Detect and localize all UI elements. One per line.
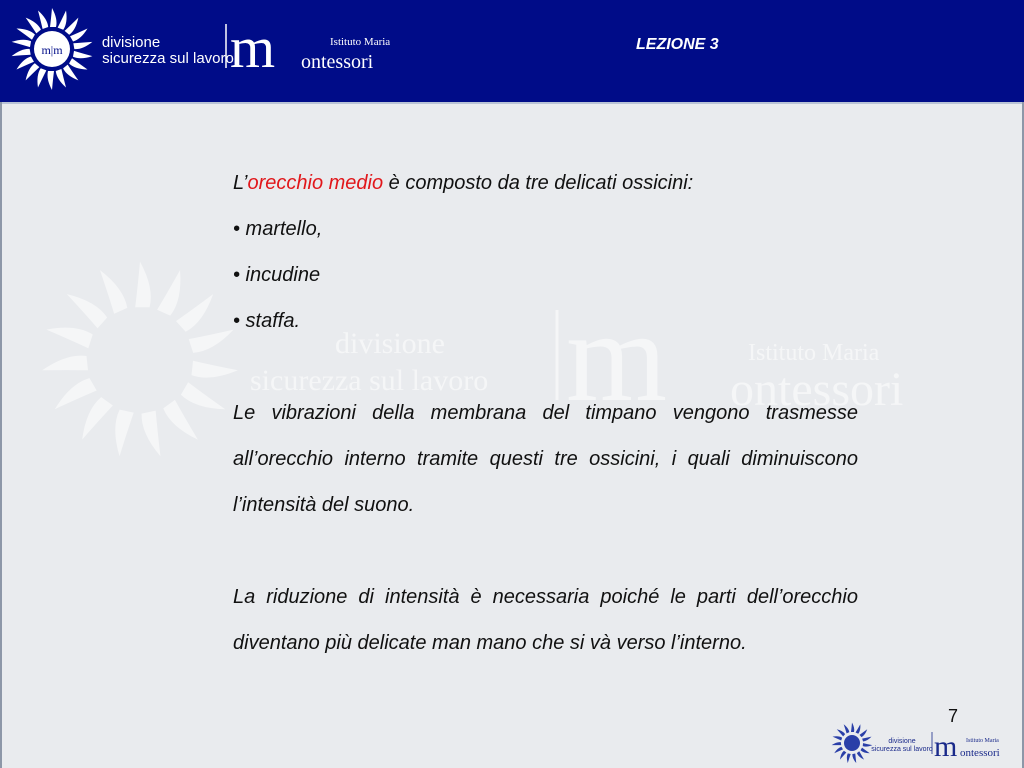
header-divider <box>0 102 1024 104</box>
logo-big-m: m <box>230 15 276 80</box>
footer-logo <box>830 720 1020 766</box>
watermark-big-m: m <box>566 285 668 429</box>
bullet-staffa: • staffa. <box>233 310 301 332</box>
logo-division-line1: divisione <box>101 34 161 51</box>
watermark-institute-small: Istituto Maria <box>748 340 880 366</box>
logo-division-line2: sicurezza sul lavoro <box>102 50 234 67</box>
footer-big-m: m <box>934 730 958 763</box>
spacer <box>233 528 858 574</box>
intro-prefix: L’ <box>233 172 248 194</box>
watermark-division-line2: sicurezza sul lavoro <box>250 364 489 397</box>
footer-institute-rest: ontessori <box>960 747 1000 759</box>
watermark-institute-rest: ontessori <box>730 363 904 416</box>
footer-division-line1: divisione <box>888 738 916 745</box>
slide-content <box>233 160 858 666</box>
sunburst-icon <box>11 8 93 90</box>
left-frame <box>0 102 2 768</box>
logo-institute-small: Istituto Maria <box>330 36 391 48</box>
logo-mark: m|m <box>41 43 63 57</box>
footer-institute-small: Istituto Maria <box>966 738 999 744</box>
bullet-martello: • martello, <box>233 218 323 240</box>
spacer <box>233 344 858 390</box>
institute-logo <box>8 2 428 98</box>
paragraph-reduction: La riduzione di intensità è necessaria poiché le parti dell’orecchio diventano più delicate man mano che si và verso l’interno. <box>233 586 858 654</box>
bullet-incudine: • incudine <box>233 264 321 286</box>
paragraph-vibrations: Le vibrazioni della membrana del timpano vengono trasmesse all’orecchio interno tramite questi tre ossicini, i quali diminuiscono l’intensità del suono. <box>233 402 858 516</box>
lesson-label: LEZIONE 3 <box>636 36 719 53</box>
watermark-division-line1: divisione <box>335 327 445 360</box>
logo-institute-rest: ontessori <box>301 51 374 73</box>
watermark-sunburst-icon <box>41 262 238 459</box>
intro-highlight: orecchio medio <box>247 172 384 194</box>
footer-sunburst-icon <box>831 723 872 764</box>
intro-suffix: è composto da tre delicati ossicini: <box>383 172 694 194</box>
footer-division-line2: sicurezza sul lavoro <box>871 746 933 753</box>
header-bar <box>0 0 1024 102</box>
intro-line <box>233 160 858 206</box>
page-number: 7 <box>948 706 959 726</box>
